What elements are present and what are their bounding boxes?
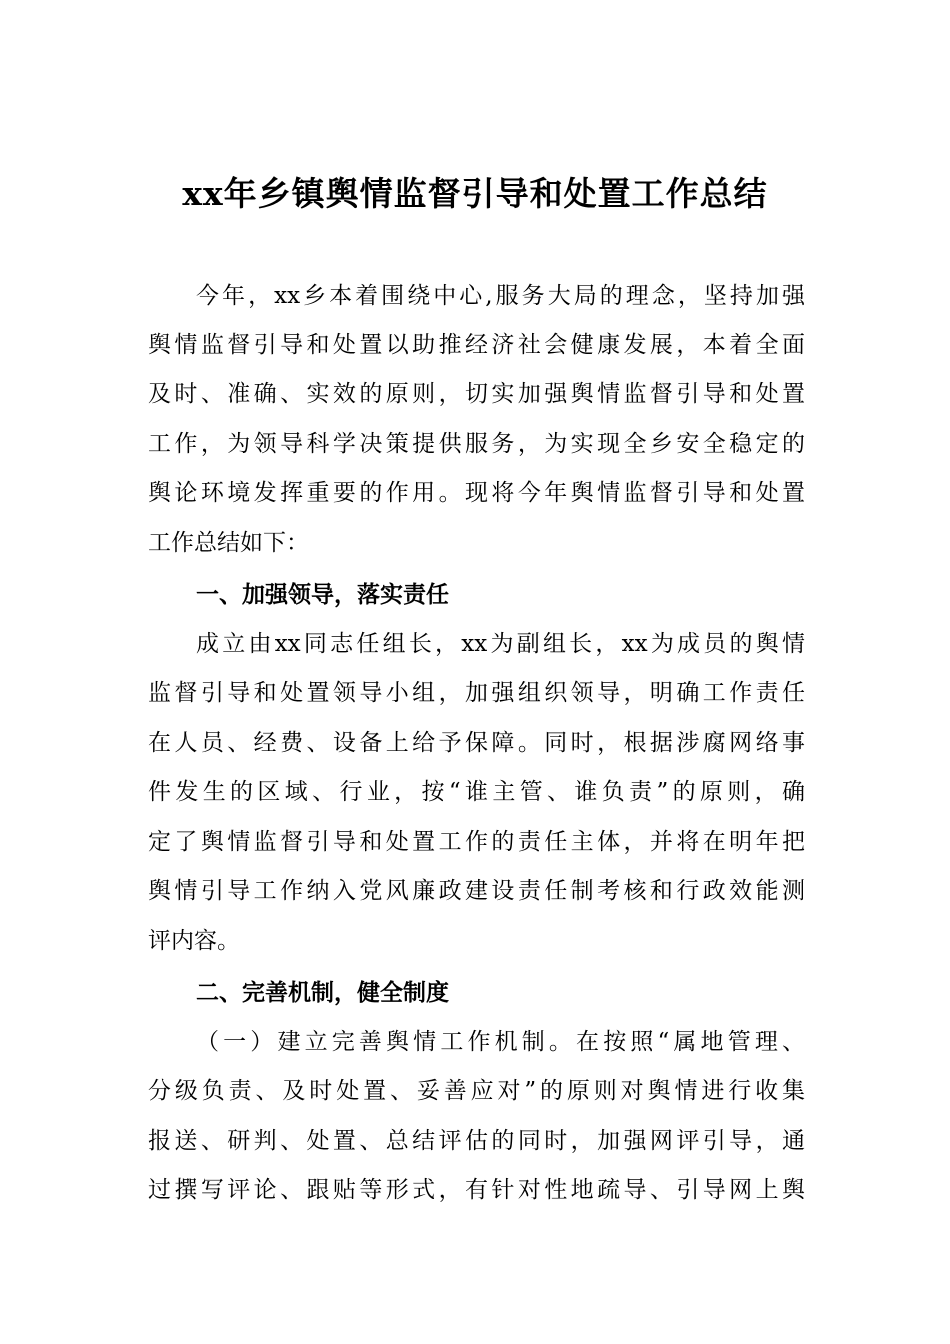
section-2-heading: 二、完善机制，健全制度	[196, 980, 449, 1006]
section-2-line-3: 报送、研判、处置、总结评估的同时，加强网评引导，通	[148, 1128, 805, 1154]
section-2-line-2: 分级负责、及时处置、妥善应对”的原则对舆情进行收集	[148, 1078, 805, 1104]
section-1-line-6: 舆情引导工作纳入党风廉政建设责任制考核和行政效能测	[148, 878, 805, 904]
section-1-line-3: 在人员、经费、设备上给予保障。同时，根据涉腐网络事	[148, 730, 805, 756]
section-2-line-4: 过撰写评论、跟贴等形式，有针对性地疏导、引导网上舆	[148, 1177, 805, 1203]
intro-line-5: 舆论环境发挥重要的作用。现将今年舆情监督引导和处置	[148, 480, 805, 506]
section-2-line-1: （一）建立完善舆情工作机制。在按照“属地管理、	[196, 1029, 805, 1055]
section-1-line-7: 评内容。	[148, 928, 240, 954]
section-1-line-5: 定了舆情监督引导和处置工作的责任主体，并将在明年把	[148, 829, 805, 855]
document-title: xx年乡镇舆情监督引导和处置工作总结	[182, 174, 768, 213]
intro-line-6: 工作总结如下：	[148, 530, 309, 556]
intro-line-1: 今年，xx乡本着围绕中心,服务大局的理念，坚持加强	[196, 283, 805, 309]
intro-line-2: 舆情监督引导和处置以助推经济社会健康发展，本着全面	[148, 332, 805, 358]
section-1-line-2: 监督引导和处置领导小组，加强组织领导，明确工作责任	[148, 680, 805, 706]
section-1-heading: 一、加强领导，落实责任	[196, 582, 449, 608]
intro-line-3: 及时、准确、实效的原则，切实加强舆情监督引导和处置	[148, 381, 805, 407]
section-1-line-4: 件发生的区域、行业，按“谁主管、谁负责”的原则，确	[148, 779, 805, 805]
intro-line-4: 工作，为领导科学决策提供服务，为实现全乡安全稳定的	[148, 431, 805, 457]
section-1-line-1: 成立由xx同志任组长，xx为副组长，xx为成员的舆情	[196, 631, 805, 657]
